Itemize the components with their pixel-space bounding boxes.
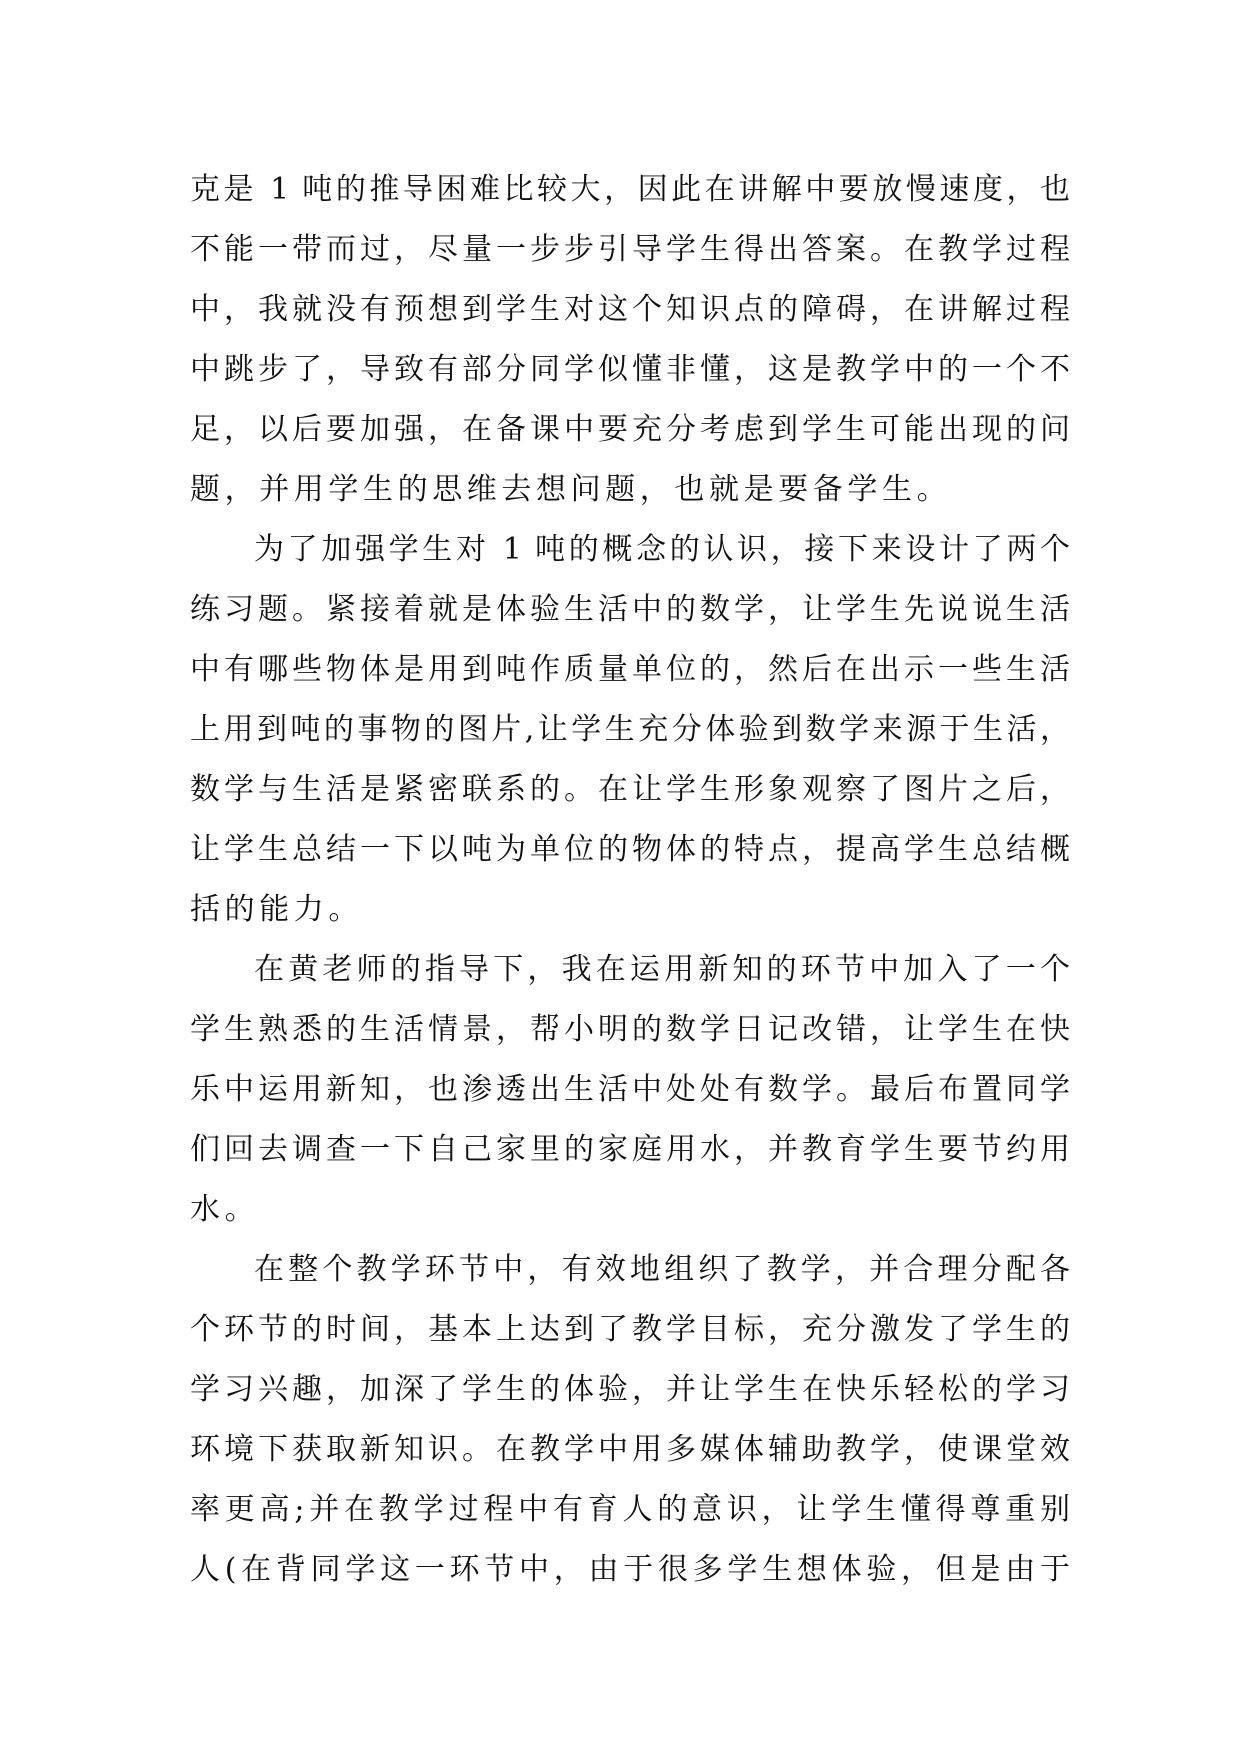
text-line: 环境下获取新知识。在教学中用多媒体辅助教学，使课堂效 (190, 1432, 1070, 1467)
text-line: 们回去调查一下自己家里的家庭用水，并教育学生要节约用 (190, 1132, 1070, 1167)
text-line: 人(在背同学这一环节中，由于很多学生想体验，但是由于 (190, 1552, 1070, 1587)
text-line: 中，我就没有预想到学生对这个知识点的障碍，在讲解过程 (190, 292, 1070, 327)
text-line: 练习题。紧接着就是体验生活中的数学，让学生先说说生活 (190, 592, 1070, 627)
text-line: 题，并用学生的思维去想问题，也就是要备学生。 (190, 472, 952, 507)
text-line: 乐中运用新知，也渗透出生活中处处有数学。最后布置同学 (190, 1072, 1070, 1107)
text-line: 不能一带而过，尽量一步步引导学生得出答案。在教学过程 (190, 232, 1070, 267)
body-text (190, 160, 1070, 1600)
text-line: 中有哪些物体是用到吨作质量单位的，然后在出示一些生活 (190, 652, 1070, 687)
text-line: 在整个教学环节中，有效地组织了教学，并合理分配各 (254, 1252, 1070, 1287)
text-line: 个环节的时间，基本上达到了教学目标，充分激发了学生的 (190, 1312, 1070, 1347)
paragraph-1 (190, 160, 1070, 520)
paragraph-2 (190, 520, 1070, 940)
text-line: 水。 (190, 1192, 260, 1227)
text-line: 括的能力。 (190, 892, 363, 927)
text-line: 学习兴趣，加深了学生的体验，并让学生在快乐轻松的学习 (190, 1372, 1070, 1407)
paragraph-3 (190, 940, 1070, 1240)
text-line: 让学生总结一下以吨为单位的物体的特点，提高学生总结概 (190, 832, 1070, 867)
text-line: 中跳步了，导致有部分同学似懂非懂，这是教学中的一个不 (190, 352, 1070, 387)
text-line: 数学与生活是紧密联系的。在让学生形象观察了图片之后， (190, 772, 1070, 807)
text-line: 在黄老师的指导下，我在运用新知的环节中加入了一个 (254, 952, 1070, 987)
text-line: 上用到吨的事物的图片,让学生充分体验到数学来源于生活， (190, 712, 1070, 747)
text-line: 学生熟悉的生活情景，帮小明的数学日记改错，让学生在快 (190, 1012, 1070, 1047)
text-line: 率更高;并在教学过程中有育人的意识，让学生懂得尊重别 (190, 1492, 1070, 1527)
text-line: 足，以后要加强，在备课中要充分考虑到学生可能出现的问 (190, 412, 1070, 447)
text-line: 为了加强学生对 1 吨的概念的认识，接下来设计了两个 (254, 532, 1070, 567)
paragraph-4 (190, 1240, 1070, 1600)
text-line: 克是 1 吨的推导困难比较大，因此在讲解中要放慢速度，也 (190, 172, 1070, 207)
